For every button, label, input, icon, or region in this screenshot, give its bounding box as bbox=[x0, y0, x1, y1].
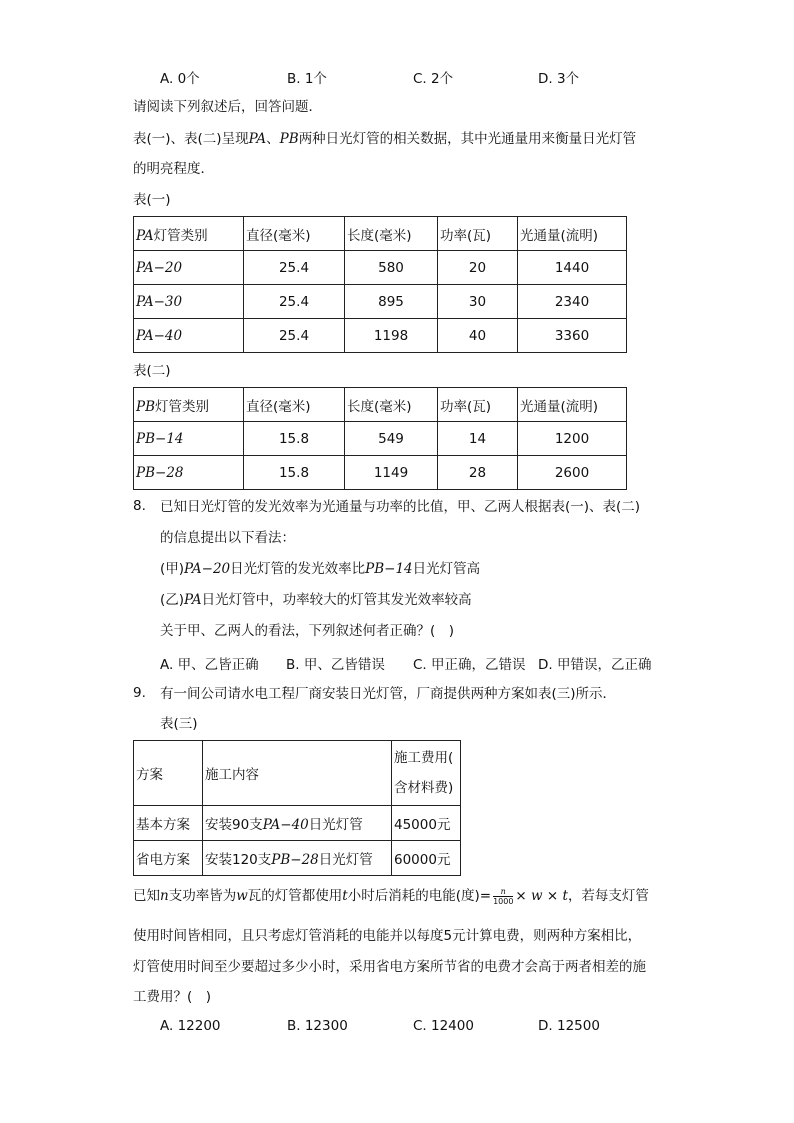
question-text: 有一间公司请水电工程厂商安装日光灯管，厂商提供两种方案如表(三)所示． bbox=[160, 686, 617, 702]
table-cell: 3360 bbox=[518, 319, 627, 353]
statement-jia: (甲)PA−20日光灯管的发光效率比PB−14日光灯管高 bbox=[160, 561, 481, 577]
table-cell: 895 bbox=[345, 285, 438, 319]
table-row bbox=[134, 285, 627, 319]
table-cell: 25.4 bbox=[244, 285, 345, 319]
table-cell: 45000元 bbox=[392, 806, 461, 841]
table-header: 施工内容 bbox=[203, 741, 392, 806]
option-d: D. 3个 bbox=[538, 71, 580, 87]
table-cell: 28 bbox=[438, 456, 518, 490]
paragraph-line: 表(一)、表(二)呈现PA、PB两种日光灯管的相关数据，其中光通量用来衡量日光灯管 bbox=[133, 131, 637, 147]
table-row bbox=[134, 422, 627, 456]
table-cell: 1149 bbox=[345, 456, 438, 490]
table-header: 长度(毫米) bbox=[345, 217, 438, 251]
table-cell: 省电方案 bbox=[134, 841, 203, 876]
question-prompt: 关于甲、乙两人的看法，下列叙述何者正确？( ) bbox=[160, 623, 455, 639]
table-cell: 40 bbox=[438, 319, 518, 353]
table-cell: 60000元 bbox=[392, 841, 461, 876]
table-cell: 基本方案 bbox=[134, 806, 203, 841]
table-header-row bbox=[134, 741, 461, 806]
table-cell: 2340 bbox=[518, 285, 627, 319]
paragraph-line: 已知n支功率皆为w瓦的灯管都使用t小时后消耗的电能(度)= $\frac{n}{1000}$ × w × t，若每支灯管 bbox=[133, 886, 649, 906]
table-cell: 1198 bbox=[345, 319, 438, 353]
table-header: 长度(毫米) bbox=[345, 388, 438, 422]
table-header-row bbox=[134, 388, 627, 422]
option-d: D. 12500 bbox=[538, 1018, 600, 1034]
table-cell: 安装120支PB−28日光灯管 bbox=[203, 841, 392, 876]
table1-caption: 表(一) bbox=[133, 192, 171, 208]
table-row bbox=[134, 251, 627, 285]
option-b: B. 甲、乙皆错误 bbox=[286, 657, 385, 673]
table-row bbox=[134, 841, 461, 876]
table-header: 直径(毫米) bbox=[244, 217, 345, 251]
table-header: PB灯管类别 bbox=[134, 388, 244, 422]
table-cell: PA−30 bbox=[134, 285, 244, 319]
table-cell: 2600 bbox=[518, 456, 627, 490]
table-cell: 安装90支PA−40日光灯管 bbox=[203, 806, 392, 841]
option-b: B. 12300 bbox=[287, 1018, 348, 1034]
table-cell: 15.8 bbox=[244, 456, 345, 490]
table-cell: PA−20 bbox=[134, 251, 244, 285]
table-header: 功率(瓦) bbox=[438, 388, 518, 422]
table-cell: 25.4 bbox=[244, 251, 345, 285]
intro-text: 请阅读下列叙述后，回答问题． bbox=[133, 99, 322, 115]
option-c: C. 12400 bbox=[413, 1018, 474, 1034]
table-header: 方案 bbox=[134, 741, 203, 806]
question-number: 8. bbox=[133, 498, 146, 514]
option-b: B. 1个 bbox=[287, 71, 327, 87]
table-row bbox=[134, 319, 627, 353]
option-c: C. 甲正确，乙错误 bbox=[413, 657, 526, 673]
table-cell: 15.8 bbox=[244, 422, 345, 456]
table1 bbox=[133, 216, 627, 353]
table-cell: PB−14 bbox=[134, 422, 244, 456]
table-row bbox=[134, 806, 461, 841]
table-header: 光通量(流明) bbox=[518, 217, 627, 251]
table3-caption: 表(三) bbox=[160, 716, 198, 732]
table-cell: 580 bbox=[345, 251, 438, 285]
table-cell: 1440 bbox=[518, 251, 627, 285]
option-a: A. 12200 bbox=[160, 1018, 221, 1034]
table-header-row bbox=[134, 217, 627, 251]
table3 bbox=[133, 740, 461, 876]
question-text: 已知日光灯管的发光效率为光通量与功率的比值，甲、乙两人根据表(一)、表(二) bbox=[160, 499, 641, 515]
table-cell: 25.4 bbox=[244, 319, 345, 353]
table-header: 施工费用( 含材料费) bbox=[392, 741, 461, 806]
fraction: $\frac{n}{1000}$ bbox=[493, 886, 514, 906]
option-c: C. 2个 bbox=[413, 71, 454, 87]
table-cell: 549 bbox=[345, 422, 438, 456]
table2 bbox=[133, 387, 627, 490]
table-header: 光通量(流明) bbox=[518, 388, 627, 422]
option-a: A. 甲、乙皆正确 bbox=[160, 657, 259, 673]
table-header: PA灯管类别 bbox=[134, 217, 244, 251]
table-cell: PA−40 bbox=[134, 319, 244, 353]
paragraph-line: 灯管使用时间至少要超过多少小时，采用省电方案所节省的电费才会高于两者相差的施 bbox=[133, 959, 646, 975]
option-d: D. 甲错误，乙正确 bbox=[538, 657, 652, 673]
table-cell: 1200 bbox=[518, 422, 627, 456]
question-text: 的信息提出以下看法： bbox=[160, 530, 295, 546]
table-header: 功率(瓦) bbox=[438, 217, 518, 251]
table2-caption: 表(二) bbox=[133, 363, 171, 379]
table-cell: 20 bbox=[438, 251, 518, 285]
table-header: 直径(毫米) bbox=[244, 388, 345, 422]
table-cell: 30 bbox=[438, 285, 518, 319]
table-cell: 14 bbox=[438, 422, 518, 456]
statement-yi: (乙)PA日光灯管中，功率较大的灯管其发光效率较高 bbox=[160, 592, 472, 608]
table-cell: PB−28 bbox=[134, 456, 244, 490]
paragraph-line: 的明亮程度． bbox=[133, 161, 214, 177]
question-number: 9. bbox=[133, 685, 146, 701]
paragraph-line: 工费用？( ) bbox=[133, 989, 212, 1005]
table-row bbox=[134, 456, 627, 490]
paragraph-line: 使用时间皆相同，且只考虑灯管消耗的电能并以每度5元计算电费，则两种方案相比， bbox=[133, 928, 642, 944]
option-a: A. 0个 bbox=[160, 71, 200, 87]
